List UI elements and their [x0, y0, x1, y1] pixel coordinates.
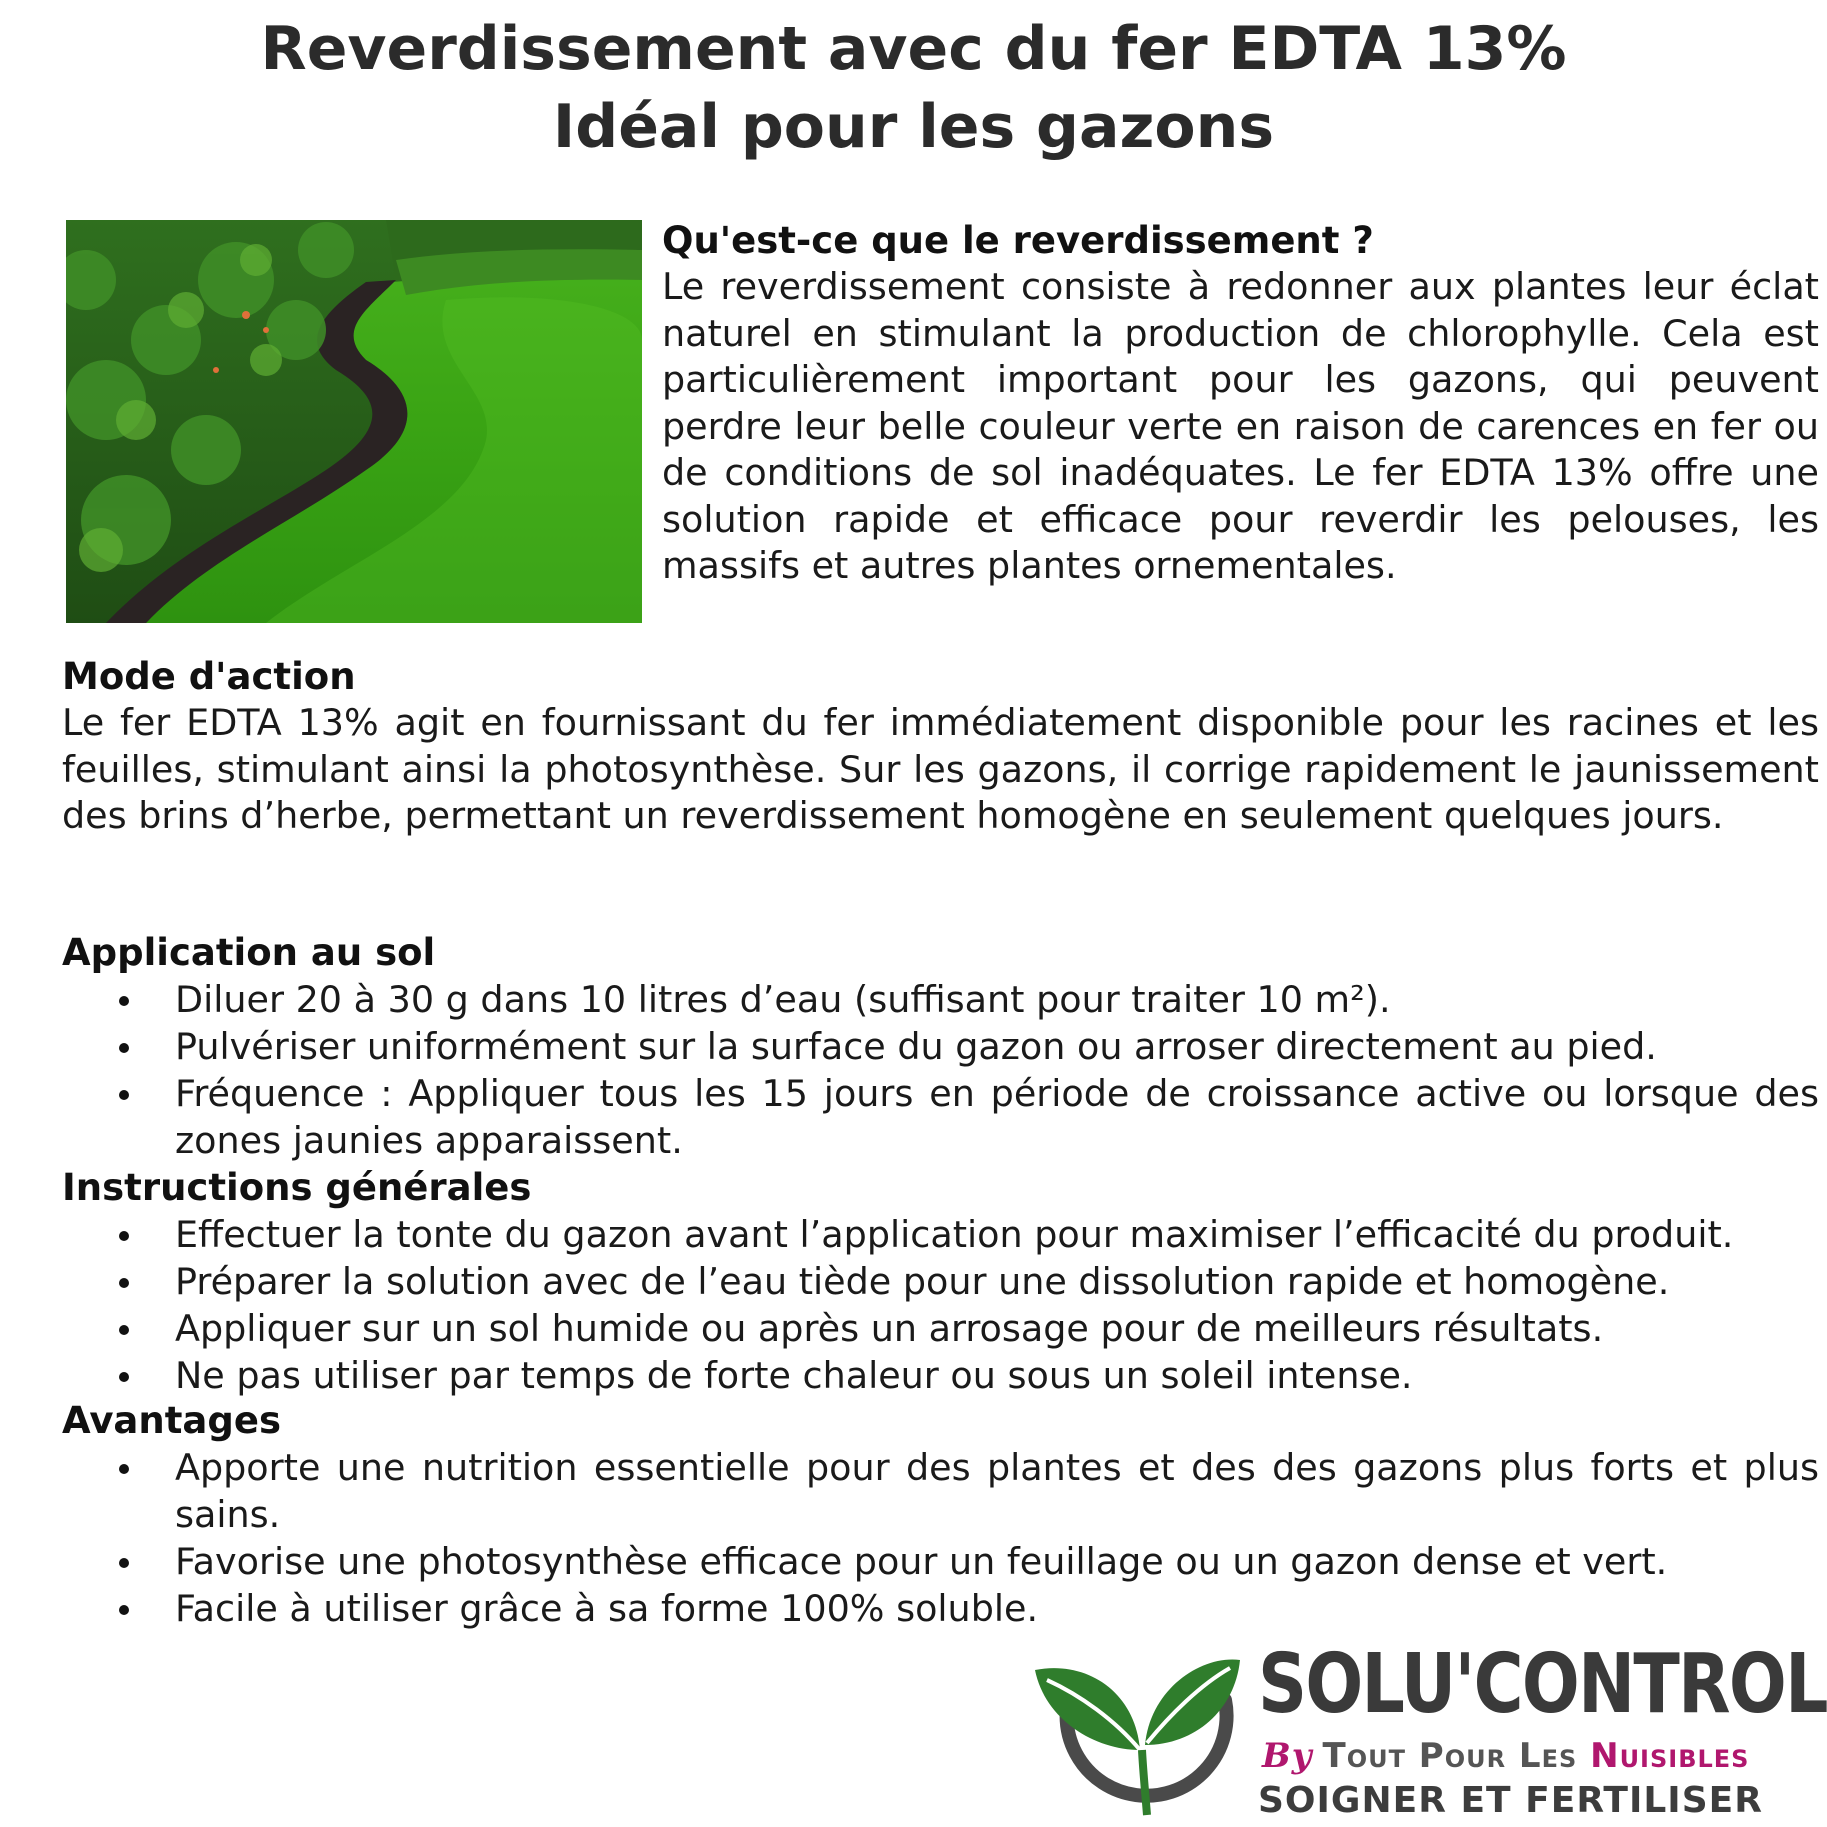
- application-heading: Application au sol: [62, 931, 436, 974]
- list-item: Préparer la solution avec de l’eau tiède pour une dissolution rapide et homogène.: [62, 1258, 1819, 1305]
- instructions-list: [62, 1211, 1819, 1399]
- mode-heading: Mode d'action: [62, 655, 356, 698]
- intro-heading: Qu'est-ce que le reverdissement ?: [662, 219, 1374, 262]
- list-item: Diluer 20 à 30 g dans 10 litres d’eau (suffisant pour traiter 10 m²).: [62, 976, 1819, 1023]
- bullet-icon: [119, 1605, 129, 1615]
- bullet-icon: [119, 996, 129, 1006]
- instructions-heading: Instructions générales: [62, 1166, 532, 1209]
- avantages-list: [62, 1444, 1819, 1632]
- lawn-garden-photo: [66, 220, 642, 623]
- mode-section: [62, 654, 1819, 840]
- list-item: Ne pas utiliser par temps de forte chaleur ou sous un soleil intense.: [62, 1352, 1819, 1399]
- page-title: [0, 10, 1827, 166]
- bullet-icon: [119, 1231, 129, 1241]
- byline-by: By: [1262, 1736, 1313, 1776]
- bullet-icon: [119, 1372, 129, 1382]
- bullet-icon: [119, 1464, 129, 1474]
- intro-section: [662, 218, 1819, 590]
- mode-text: Le fer EDTA 13% agit en fournissant du fer immédiatement disponible pour les racines et les feuilles, stimulant ainsi la photosynthèse. Sur les gazons, il corrige rapidement le jaunissement des brins d’herbe, permettant un reverdissement homogène en seulement quelques jours.: [62, 701, 1819, 837]
- bullet-icon: [119, 1325, 129, 1335]
- byline-part-1: Tout Pour Les: [1322, 1736, 1578, 1776]
- avantages-section: [62, 1398, 1819, 1632]
- intro-text: Le reverdissement consiste à redonner aux plantes leur éclat naturel en stimulant la production de chlorophylle. Cela est particulièrement important pour les gazons, qui peuvent perdre leur belle couleur verte en raison de carences en fer ou de conditions de sol inadéquates. Le fer EDTA 13% offre une solution rapide et efficace pour reverdir les pelouses, les massifs et autres plantes ornementales.: [662, 265, 1819, 587]
- list-item: Appliquer sur un sol humide ou après un arrosage pour de meilleurs résultats.: [62, 1305, 1819, 1352]
- title-line-1: Reverdissement avec du fer EDTA 13%: [260, 14, 1567, 84]
- list-item: Facile à utiliser grâce à sa forme 100% soluble.: [62, 1585, 1819, 1632]
- instructions-section: [62, 1165, 1819, 1399]
- byline-part-2: Nuisibles: [1590, 1736, 1750, 1776]
- bullet-icon: [119, 1558, 129, 1568]
- brand-byline: [1262, 1736, 1749, 1776]
- bullet-icon: [119, 1090, 129, 1100]
- application-list: [62, 976, 1819, 1164]
- bullet-icon: [119, 1043, 129, 1053]
- brand-name: SOLU'CONTROL: [1258, 1637, 1827, 1732]
- avantages-heading: Avantages: [62, 1399, 282, 1442]
- list-item: Effectuer la tonte du gazon avant l’application pour maximiser l’efficacité du produit.: [62, 1211, 1819, 1258]
- list-item: Apporte une nutrition essentielle pour des plantes et des des gazons plus forts et plus sains.: [62, 1444, 1819, 1538]
- title-line-2: Idéal pour les gazons: [552, 92, 1275, 162]
- list-item: Fréquence : Appliquer tous les 15 jours en période de croissance active ou lorsque des zones jaunies apparaissent.: [62, 1070, 1819, 1164]
- list-item: Favorise une photosynthèse efficace pour un feuillage ou un gazon dense et vert.: [62, 1538, 1819, 1585]
- brand-slogan: SOIGNER ET FERTILISER: [1258, 1780, 1763, 1821]
- solucontrol-logo-icon: [1035, 1640, 1255, 1820]
- list-item: Pulvériser uniformément sur la surface du gazon ou arroser directement au pied.: [62, 1023, 1819, 1070]
- application-section: [62, 930, 1819, 1164]
- bullet-icon: [119, 1278, 129, 1288]
